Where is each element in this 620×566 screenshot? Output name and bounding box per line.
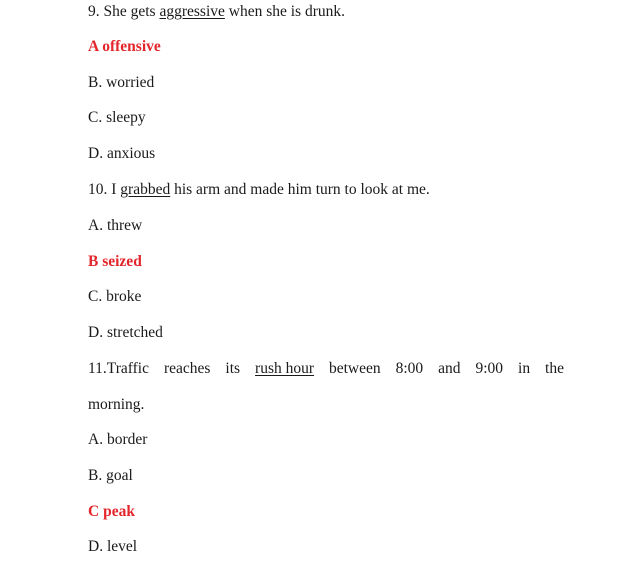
question-11-word: 9:00	[475, 360, 504, 377]
question-10-stem-post: his arm and made him turn to look at me.	[170, 181, 430, 198]
question-11-word: between	[328, 360, 381, 377]
question-11-stem	[88, 359, 564, 379]
question-10-stem-pre: 10. I	[88, 181, 121, 198]
question-9-stem-post: when she is drunk.	[224, 3, 346, 20]
question-11-word: 8:00	[395, 360, 424, 377]
question-9-stem-pre: 9. She gets	[88, 3, 160, 20]
question-10-option-c: C. broke	[88, 288, 142, 305]
question-10-option-b: B seized	[88, 253, 142, 270]
question-10-stem	[88, 180, 430, 200]
question-9-stem	[88, 2, 345, 22]
question-11-word: its	[225, 360, 241, 377]
question-11-word: in	[518, 360, 531, 377]
question-10-option-a: A. threw	[88, 217, 143, 234]
question-9-option-b: B. worried	[88, 74, 155, 91]
question-9-option-d: D. anxious	[88, 145, 156, 162]
question-10-keyword: grabbed	[120, 181, 171, 198]
question-11-option-d: D. level	[88, 538, 138, 555]
question-9-option-a: A offensive	[88, 38, 161, 55]
question-11-word: and	[438, 360, 461, 377]
question-11-stem-continuation: morning.	[88, 396, 145, 413]
question-11-option-a: A. border	[88, 431, 148, 448]
question-10-option-d: D. stretched	[88, 324, 163, 341]
question-11-option-c: C peak	[88, 503, 135, 520]
question-11-word: reaches	[163, 360, 211, 377]
question-9-option-c: C. sleepy	[88, 109, 146, 126]
question-11-word: the	[545, 360, 564, 377]
question-9-keyword: aggressive	[159, 3, 225, 20]
question-11-word: 11.Traffic	[88, 360, 149, 377]
question-11-option-b: B. goal	[88, 467, 133, 484]
question-11-keyword: rush hour	[255, 360, 315, 377]
